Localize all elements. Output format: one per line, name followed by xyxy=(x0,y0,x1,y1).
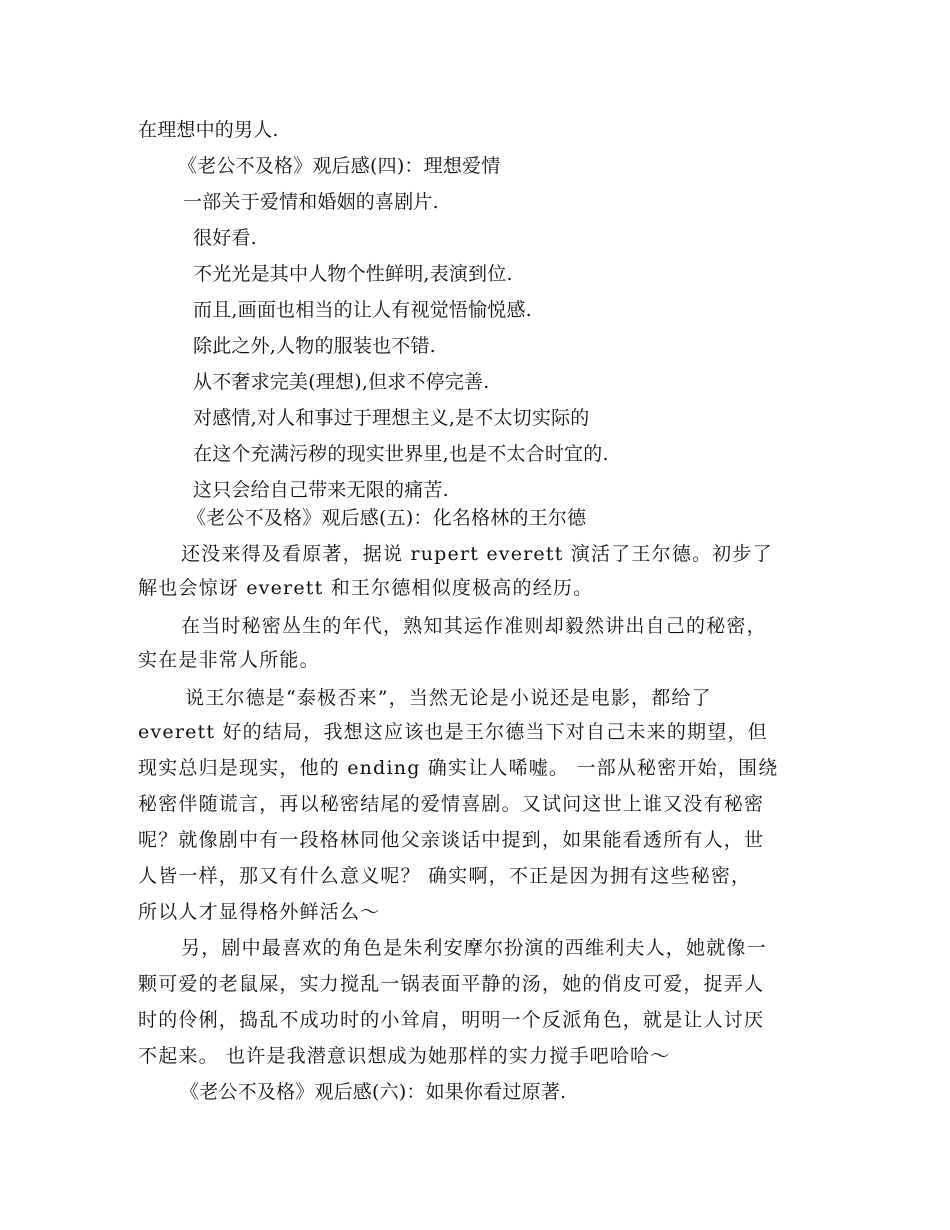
text-line: 从不奢求完美(理想),但求不停完善. xyxy=(193,371,490,393)
paragraph-line: 在当时秘密丛生的年代，熟知其运作准则却毅然讲出自己的秘密， xyxy=(181,615,767,637)
paragraph-line: 不起来。 也许是我潜意识想成为她那样的实力搅手吧哈哈～ xyxy=(138,1045,671,1067)
section-heading: 《老公不及格》观后感(四)：理想爱情 xyxy=(178,155,501,177)
text-line: 这只会给自己带来无限的痛苦. xyxy=(193,479,449,501)
paragraph-line: everett 好的结局，我想这应该也是王尔德当下对自己未来的期望，但 xyxy=(138,721,768,743)
text-line: 在理想中的男人. xyxy=(138,119,279,141)
paragraph-line: 呢？就像剧中有一段格林同他父亲谈话中提到，如果能看透所有人，世 xyxy=(138,829,765,851)
text-line: 很好看. xyxy=(193,227,257,249)
text-line: 而且,画面也相当的让人有视觉悟愉悦感. xyxy=(193,299,532,321)
text-line: 除此之外,人物的服装也不错. xyxy=(193,335,436,357)
paragraph-line: 还没来得及看原著，据说 rupert everett 演活了王尔德。初步了 xyxy=(181,543,773,565)
paragraph-line: 说王尔德是“泰极否来”，当然无论是小说还是电影，都给了 xyxy=(185,687,712,709)
paragraph-line: 秘密伴随谎言，再以秘密结尾的爱情喜剧。又试问这世上谁又没有秘密 xyxy=(138,793,765,815)
text-line: 不光光是其中人物个性鲜明,表演到位. xyxy=(193,263,513,285)
paragraph-line: 另，剧中最喜欢的角色是朱利安摩尔扮演的西维利夫人，她就像一 xyxy=(181,937,767,959)
text-line: 一部关于爱情和婚姻的喜剧片. xyxy=(183,191,439,213)
section-heading: 《老公不及格》观后感(五)：化名格林的王尔德 xyxy=(187,507,587,529)
paragraph-line: 人皆一样，那又有什么意义呢？ 确实啊，不正是因为拥有这些秘密， xyxy=(138,865,752,887)
paragraph-line: 现实总归是现实，他的 ending 确实让人唏嘘。 一部从秘密开始，围绕 xyxy=(138,757,779,779)
text-line: 对感情,对人和事过于理想主义,是不太切实际的 xyxy=(193,407,590,429)
paragraph-line: 所以人才显得格外鲜活么～ xyxy=(138,901,381,923)
text-line: 在这个充满污秽的现实世界里,也是不太合时宜的. xyxy=(193,443,609,465)
paragraph-line: 时的伶俐，捣乱不成功时的小耸肩，明明一个反派角色，就是让人讨厌 xyxy=(138,1009,765,1031)
paragraph-line: 颗可爱的老鼠屎，实力搅乱一锅表面平静的汤，她的俏皮可爱，捉弄人 xyxy=(138,973,765,995)
paragraph-line: 实在是非常人所能。 xyxy=(138,649,320,671)
paragraph-line: 解也会惊讶 everett 和王尔德相似度极高的经历。 xyxy=(138,577,594,599)
section-heading: 《老公不及格》观后感(六)：如果你看过原著. xyxy=(180,1081,567,1103)
